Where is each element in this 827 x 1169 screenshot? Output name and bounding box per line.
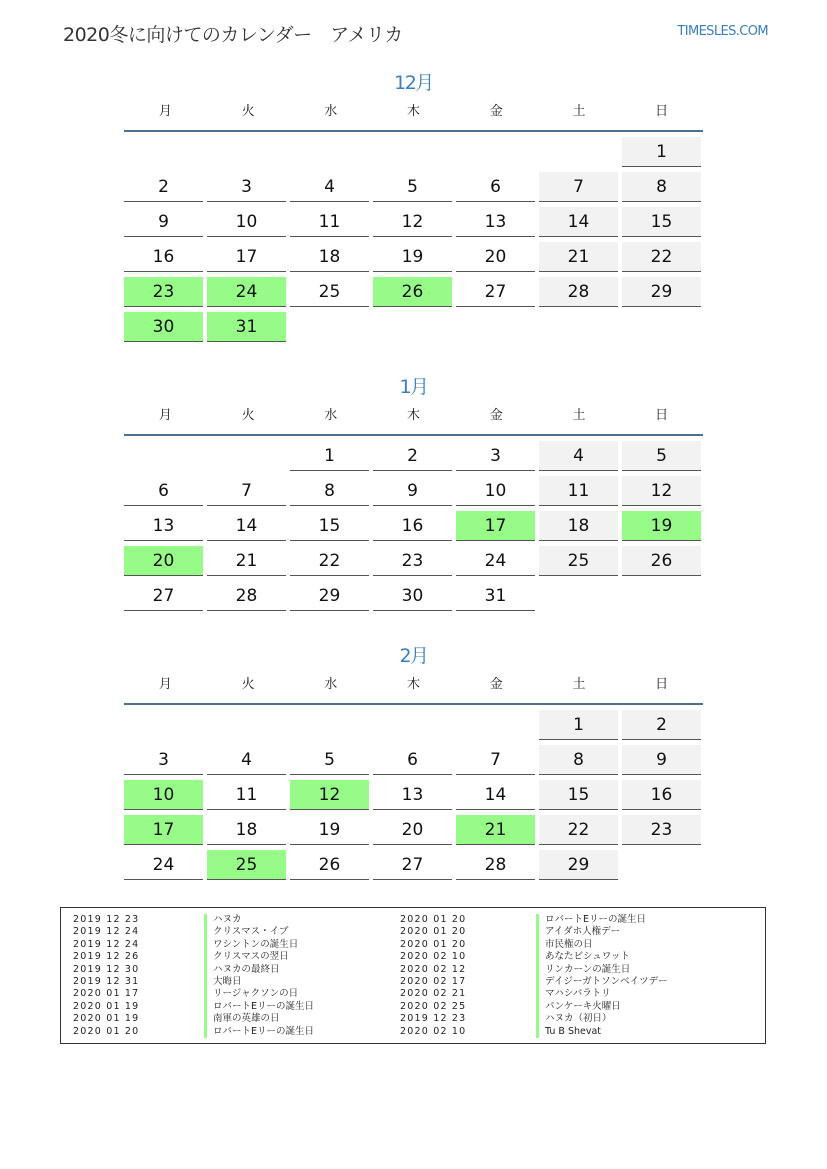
holiday-date: 2020 01 20 bbox=[73, 1025, 140, 1037]
day-cell[interactable]: 29 bbox=[622, 277, 701, 307]
day-cell[interactable]: 15 bbox=[539, 780, 618, 810]
holiday-day-cell[interactable]: 21 bbox=[456, 815, 535, 845]
day-cell[interactable]: 8 bbox=[539, 745, 618, 775]
empty-cell bbox=[207, 710, 286, 740]
month-february bbox=[124, 641, 703, 880]
day-cell[interactable]: 11 bbox=[290, 207, 369, 237]
weekday-label: 木 bbox=[407, 677, 421, 692]
day-cell[interactable]: 13 bbox=[124, 511, 203, 541]
weekday-label: 土 bbox=[572, 104, 586, 119]
holiday-date: 2020 02 17 bbox=[400, 975, 467, 987]
day-cell[interactable]: 16 bbox=[124, 242, 203, 272]
empty-cell bbox=[290, 137, 369, 167]
holiday-date: 2019 12 24 bbox=[73, 926, 140, 938]
weekday-label: 月 bbox=[158, 408, 172, 423]
day-cell[interactable]: 18 bbox=[539, 511, 618, 541]
day-cell[interactable]: 23 bbox=[373, 546, 452, 576]
empty-cell bbox=[290, 710, 369, 740]
empty-cell bbox=[373, 137, 452, 167]
day-cell[interactable]: 6 bbox=[373, 745, 452, 775]
day-cell[interactable]: 14 bbox=[456, 780, 535, 810]
empty-cell bbox=[124, 710, 203, 740]
holiday-name: ロバートEリーの誕生日 bbox=[204, 1001, 314, 1013]
legend-names-left bbox=[204, 914, 314, 1038]
weekday-label: 水 bbox=[324, 408, 338, 423]
holiday-name: ハヌカ bbox=[204, 914, 314, 926]
holiday-day-cell[interactable]: 23 bbox=[124, 277, 203, 307]
empty-cell bbox=[373, 710, 452, 740]
day-cell[interactable]: 17 bbox=[207, 242, 286, 272]
empty-cell bbox=[539, 137, 618, 167]
weekday-label: 土 bbox=[572, 408, 586, 423]
day-cell[interactable]: 27 bbox=[373, 850, 452, 880]
empty-cell bbox=[207, 137, 286, 167]
day-cell[interactable]: 5 bbox=[622, 441, 701, 471]
day-cell[interactable]: 22 bbox=[539, 815, 618, 845]
weekday-label: 水 bbox=[324, 104, 338, 119]
day-cell[interactable]: 8 bbox=[622, 172, 701, 202]
month-title: 2月 bbox=[399, 645, 428, 667]
holiday-date: 2019 12 23 bbox=[73, 914, 140, 925]
weekday-header bbox=[124, 675, 703, 703]
day-cell[interactable]: 26 bbox=[622, 546, 701, 576]
day-cell[interactable]: 15 bbox=[290, 511, 369, 541]
day-cell[interactable]: 3 bbox=[456, 441, 535, 471]
holiday-date: 2019 12 31 bbox=[73, 975, 140, 987]
weekday-label: 水 bbox=[324, 677, 338, 692]
day-cell[interactable]: 29 bbox=[539, 850, 618, 880]
holiday-name: ロバートEリーの誕生日 bbox=[204, 1026, 314, 1038]
holiday-date: 2020 01 19 bbox=[73, 1013, 140, 1025]
header-rule bbox=[124, 130, 703, 132]
day-cell[interactable]: 25 bbox=[290, 277, 369, 307]
holiday-name: アイダホ人権デー bbox=[536, 926, 668, 938]
day-cell[interactable]: 8 bbox=[290, 476, 369, 506]
day-grid bbox=[124, 441, 703, 611]
weekday-header bbox=[124, 406, 703, 434]
day-cell[interactable]: 28 bbox=[456, 850, 535, 880]
legend-names-right bbox=[536, 914, 668, 1038]
weekday-label: 日 bbox=[655, 677, 669, 692]
day-cell[interactable]: 3 bbox=[124, 745, 203, 775]
day-cell[interactable]: 9 bbox=[622, 745, 701, 775]
day-cell[interactable]: 19 bbox=[373, 242, 452, 272]
day-cell[interactable]: 24 bbox=[124, 850, 203, 880]
day-cell[interactable]: 19 bbox=[290, 815, 369, 845]
holiday-day-cell[interactable]: 17 bbox=[124, 815, 203, 845]
day-cell[interactable]: 23 bbox=[622, 815, 701, 845]
holiday-legend bbox=[60, 907, 766, 1044]
holiday-name: ハヌカ（初日） bbox=[536, 1013, 668, 1025]
day-cell[interactable]: 31 bbox=[456, 581, 535, 611]
day-cell[interactable]: 21 bbox=[207, 546, 286, 576]
weekday-label: 土 bbox=[572, 677, 586, 692]
holiday-date: 2020 01 20 bbox=[400, 938, 467, 950]
empty-cell bbox=[124, 137, 203, 167]
day-cell[interactable]: 18 bbox=[290, 242, 369, 272]
header-rule bbox=[124, 434, 703, 436]
holiday-day-cell[interactable]: 20 bbox=[124, 546, 203, 576]
holiday-name: ハヌカの最終日 bbox=[204, 964, 314, 976]
day-cell[interactable]: 28 bbox=[207, 581, 286, 611]
weekday-label: 月 bbox=[158, 677, 172, 692]
holiday-day-cell[interactable]: 30 bbox=[124, 312, 203, 342]
holiday-name: あなたビシュワット bbox=[536, 951, 668, 963]
day-cell[interactable]: 16 bbox=[622, 780, 701, 810]
holiday-date: 2020 02 21 bbox=[400, 988, 467, 1000]
day-cell[interactable]: 14 bbox=[539, 207, 618, 237]
holiday-date: 2020 02 10 bbox=[400, 951, 467, 963]
holiday-date: 2019 12 24 bbox=[73, 938, 140, 950]
holiday-date: 2019 12 23 bbox=[400, 1013, 467, 1025]
day-cell[interactable]: 4 bbox=[207, 745, 286, 775]
day-cell[interactable]: 22 bbox=[290, 546, 369, 576]
month-january bbox=[124, 372, 703, 611]
day-cell[interactable]: 18 bbox=[207, 815, 286, 845]
day-cell[interactable]: 26 bbox=[290, 850, 369, 880]
holiday-day-cell[interactable]: 12 bbox=[290, 780, 369, 810]
day-cell[interactable]: 11 bbox=[207, 780, 286, 810]
day-cell[interactable]: 6 bbox=[456, 172, 535, 202]
weekday-label: 金 bbox=[489, 408, 503, 423]
holiday-day-cell[interactable]: 19 bbox=[622, 511, 701, 541]
weekday-label: 火 bbox=[241, 408, 255, 423]
month-title: 1月 bbox=[399, 376, 428, 398]
weekday-label: 日 bbox=[655, 408, 669, 423]
holiday-date: 2020 02 10 bbox=[400, 1025, 467, 1037]
day-cell[interactable]: 24 bbox=[456, 546, 535, 576]
day-cell[interactable]: 20 bbox=[373, 815, 452, 845]
brand-logo-text[interactable]: TIMESLES.COM bbox=[677, 24, 768, 39]
day-cell[interactable]: 29 bbox=[290, 581, 369, 611]
header-rule bbox=[124, 703, 703, 705]
holiday-name: マハシバラトリ bbox=[536, 988, 668, 1000]
day-cell[interactable]: 25 bbox=[539, 546, 618, 576]
day-cell[interactable]: 7 bbox=[456, 745, 535, 775]
weekday-label: 金 bbox=[489, 677, 503, 692]
holiday-date: 2020 02 12 bbox=[400, 963, 467, 975]
day-cell[interactable]: 2 bbox=[373, 441, 452, 471]
day-cell[interactable]: 21 bbox=[539, 242, 618, 272]
day-cell[interactable]: 1 bbox=[539, 710, 618, 740]
holiday-name: クリスマス・イブ bbox=[204, 926, 314, 938]
holiday-name: パンケーキ火曜日 bbox=[536, 1001, 668, 1013]
weekday-label: 火 bbox=[241, 104, 255, 119]
holiday-day-cell[interactable]: 10 bbox=[124, 780, 203, 810]
holiday-day-cell[interactable]: 17 bbox=[456, 511, 535, 541]
day-cell[interactable]: 27 bbox=[456, 277, 535, 307]
empty-cell bbox=[207, 441, 286, 471]
holiday-name: リージャクソンの日 bbox=[204, 988, 314, 1000]
day-cell[interactable]: 7 bbox=[539, 172, 618, 202]
legend-dates-right bbox=[400, 914, 466, 1038]
day-cell[interactable]: 13 bbox=[456, 207, 535, 237]
day-cell[interactable]: 16 bbox=[373, 511, 452, 541]
holiday-date: 2020 01 19 bbox=[73, 1000, 140, 1012]
day-cell[interactable]: 11 bbox=[539, 476, 618, 506]
page-title: 2020冬に向けてのカレンダー アメリカ bbox=[63, 24, 403, 46]
day-grid bbox=[124, 710, 703, 880]
day-cell[interactable]: 6 bbox=[124, 476, 203, 506]
day-cell[interactable]: 13 bbox=[373, 780, 452, 810]
day-cell[interactable]: 5 bbox=[373, 172, 452, 202]
day-cell[interactable]: 15 bbox=[622, 207, 701, 237]
legend-dates-left bbox=[73, 914, 139, 1038]
empty-cell bbox=[456, 710, 535, 740]
holiday-name: 大晦日 bbox=[204, 976, 314, 988]
day-cell[interactable]: 1 bbox=[290, 441, 369, 471]
weekday-label: 金 bbox=[489, 104, 503, 119]
holiday-date: 2020 01 20 bbox=[400, 914, 467, 925]
holiday-name: 市民権の日 bbox=[536, 939, 668, 951]
month-title: 12月 bbox=[394, 72, 433, 94]
empty-cell bbox=[124, 441, 203, 471]
holiday-date: 2020 01 20 bbox=[400, 926, 467, 938]
day-grid bbox=[124, 137, 703, 342]
holiday-date: 2020 02 25 bbox=[400, 1000, 467, 1012]
holiday-name: Tu B Shevat bbox=[536, 1026, 668, 1038]
day-cell[interactable]: 12 bbox=[622, 476, 701, 506]
holiday-day-cell[interactable]: 24 bbox=[207, 277, 286, 307]
day-cell[interactable]: 27 bbox=[124, 581, 203, 611]
empty-cell bbox=[456, 137, 535, 167]
holiday-date: 2019 12 30 bbox=[73, 963, 140, 975]
day-cell[interactable]: 20 bbox=[456, 242, 535, 272]
day-cell[interactable]: 7 bbox=[207, 476, 286, 506]
day-cell[interactable]: 9 bbox=[373, 476, 452, 506]
day-cell[interactable]: 10 bbox=[456, 476, 535, 506]
day-cell[interactable]: 9 bbox=[124, 207, 203, 237]
day-cell[interactable]: 3 bbox=[207, 172, 286, 202]
day-cell[interactable]: 12 bbox=[373, 207, 452, 237]
day-cell[interactable]: 28 bbox=[539, 277, 618, 307]
weekday-label: 火 bbox=[241, 677, 255, 692]
month-december bbox=[124, 68, 703, 342]
holiday-name: クリスマスの翌日 bbox=[204, 951, 314, 963]
day-cell[interactable]: 2 bbox=[124, 172, 203, 202]
holiday-date: 2020 01 17 bbox=[73, 988, 140, 1000]
holiday-date: 2019 12 26 bbox=[73, 951, 140, 963]
holiday-day-cell[interactable]: 31 bbox=[207, 312, 286, 342]
holiday-name: デイジーガトソンベイツデー bbox=[536, 976, 668, 988]
day-cell[interactable]: 4 bbox=[539, 441, 618, 471]
holiday-day-cell[interactable]: 25 bbox=[207, 850, 286, 880]
day-cell[interactable]: 14 bbox=[207, 511, 286, 541]
day-cell[interactable]: 4 bbox=[290, 172, 369, 202]
weekday-label: 木 bbox=[407, 408, 421, 423]
day-cell[interactable]: 30 bbox=[373, 581, 452, 611]
holiday-name: ワシントンの誕生日 bbox=[204, 939, 314, 951]
weekday-header bbox=[124, 102, 703, 130]
weekday-label: 木 bbox=[407, 104, 421, 119]
day-cell[interactable]: 1 bbox=[622, 137, 701, 167]
holiday-name: 南軍の英雄の日 bbox=[204, 1013, 314, 1025]
weekday-label: 月 bbox=[158, 104, 172, 119]
holiday-name: リンカーンの誕生日 bbox=[536, 964, 668, 976]
day-cell[interactable]: 2 bbox=[622, 710, 701, 740]
day-cell[interactable]: 5 bbox=[290, 745, 369, 775]
weekday-label: 日 bbox=[655, 104, 669, 119]
holiday-name: ロバートEリーの誕生日 bbox=[536, 914, 668, 926]
holiday-day-cell[interactable]: 26 bbox=[373, 277, 452, 307]
day-cell[interactable]: 22 bbox=[622, 242, 701, 272]
day-cell[interactable]: 10 bbox=[207, 207, 286, 237]
